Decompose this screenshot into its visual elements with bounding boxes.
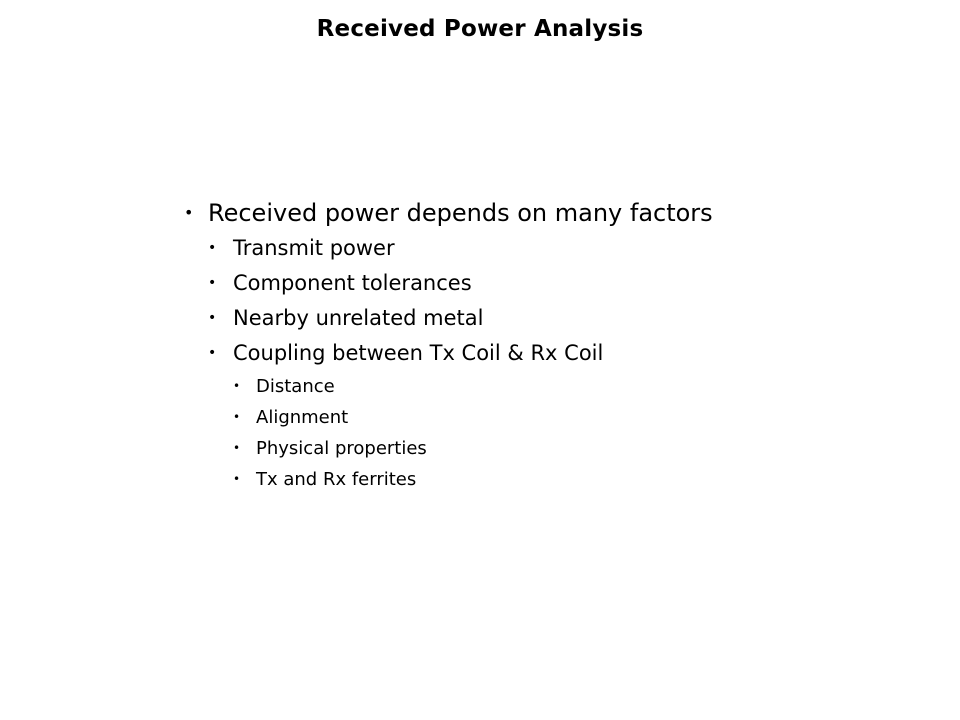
bullet-icon: •	[233, 410, 241, 424]
bullet-icon: •	[184, 203, 194, 222]
slide-title: Received Power Analysis	[316, 16, 644, 42]
bullet-item-level3	[233, 371, 713, 402]
bullet-text: Coupling between Tx Coil & Rx Coil	[233, 341, 604, 365]
bullet-text: Tx and Rx ferrites	[256, 469, 417, 490]
bullet-text: Component tolerances	[233, 271, 472, 295]
bullet-text: Nearby unrelated metal	[233, 306, 484, 330]
bullet-list	[184, 195, 713, 495]
bullet-icon: •	[208, 345, 217, 361]
bullet-text: Transmit power	[233, 236, 395, 260]
bullet-icon: •	[233, 472, 241, 486]
bullet-icon: •	[208, 240, 217, 256]
bullet-item-level2	[208, 266, 713, 301]
bullet-item-level1	[184, 195, 713, 231]
bullet-item-level2	[208, 231, 713, 266]
bullet-item-level3	[233, 402, 713, 433]
bullet-text: Alignment	[256, 407, 349, 428]
bullet-icon: •	[208, 310, 217, 326]
bullet-item-level3	[233, 433, 713, 464]
bullet-icon: •	[233, 379, 241, 393]
bullet-item-level2	[208, 301, 713, 336]
bullet-text: Physical properties	[256, 438, 427, 459]
bullet-item-level3	[233, 464, 713, 495]
bullet-text: Distance	[256, 376, 335, 397]
bullet-icon: •	[233, 441, 241, 455]
bullet-text: Received power depends on many factors	[208, 199, 713, 227]
bullet-item-level2	[208, 336, 713, 371]
bullet-icon: •	[208, 275, 217, 291]
